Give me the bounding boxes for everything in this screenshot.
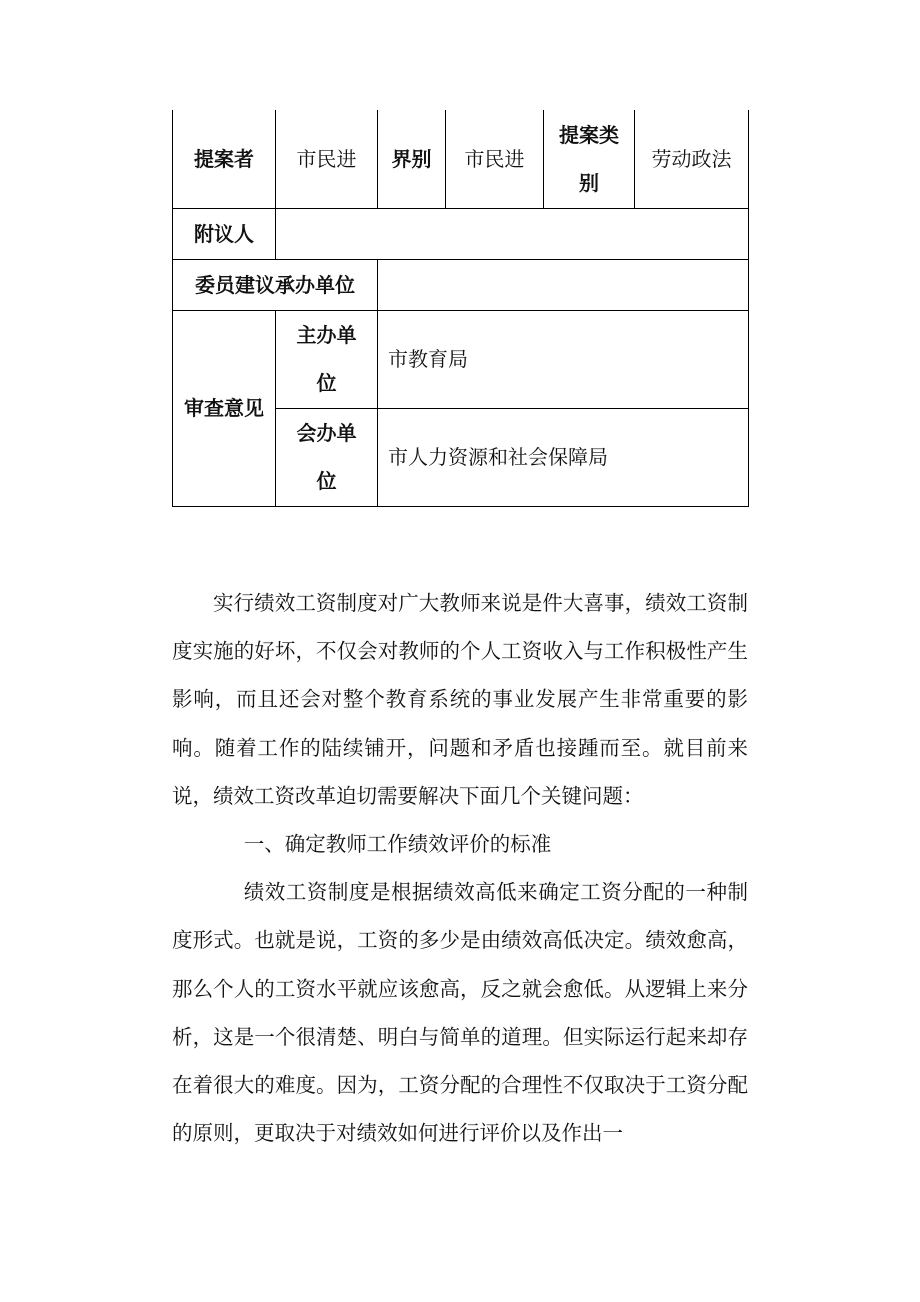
proposer-value: 市民进 <box>276 110 378 208</box>
article-paragraph-2: 绩效工资制度是根据绩效高低来确定工资分配的一种制度形式。也就是说，工资的多少是由绩效高低决定。绩效愈高，那么个人的工资水平就应该愈高，反之就会愈低。从逻辑上来分析，这是一个很清楚、明白与简单的道理。但实际运行起来却存在着很大的难度。因为，工资分配的合理性不仅取决于工资分配的原则，更取决于对绩效如何进行评价以及作出一 <box>172 880 748 1146</box>
lead-unit-value: 市教育局 <box>378 310 749 408</box>
sector-label: 界别 <box>378 110 446 208</box>
category-label: 提案类别 <box>559 122 619 195</box>
article-paragraph-1: 实行绩效工资制度对广大教师来说是件大喜事，绩效工资制度实施的好坏，不仅会对教师的个人工资收入与工作积极性产生影响，而且还会对整个教育系统的事业发展产生非常重要的影响。随着工作的陆续铺开，问题和矛盾也接踵而至。就目前来说，绩效工资改革迫切需要解决下面几个关键问题： <box>172 591 748 808</box>
article-heading-1: 一、确定教师工作绩效评价的标准 <box>243 832 552 857</box>
co-unit-label: 会办单位 <box>296 421 357 493</box>
handling-unit-row <box>173 259 749 310</box>
handling-unit-value <box>378 259 749 310</box>
lead-unit-row <box>173 310 749 408</box>
handling-unit-label: 委员建议承办单位 <box>173 259 378 310</box>
co-unit-value: 市人力资源和社会保障局 <box>378 408 749 506</box>
lead-unit-label: 主办单位 <box>296 323 357 395</box>
category-value: 劳动政法 <box>635 110 749 208</box>
cosigner-value <box>276 208 749 259</box>
proposer-label: 提案者 <box>173 110 276 208</box>
cosigner-row <box>173 208 749 259</box>
review-label: 审查意见 <box>173 310 276 506</box>
proposal-form-table <box>172 110 749 507</box>
cosigner-label: 附议人 <box>173 208 276 259</box>
sector-value: 市民进 <box>446 110 544 208</box>
article-body <box>172 579 748 1157</box>
proposer-row <box>173 110 749 208</box>
